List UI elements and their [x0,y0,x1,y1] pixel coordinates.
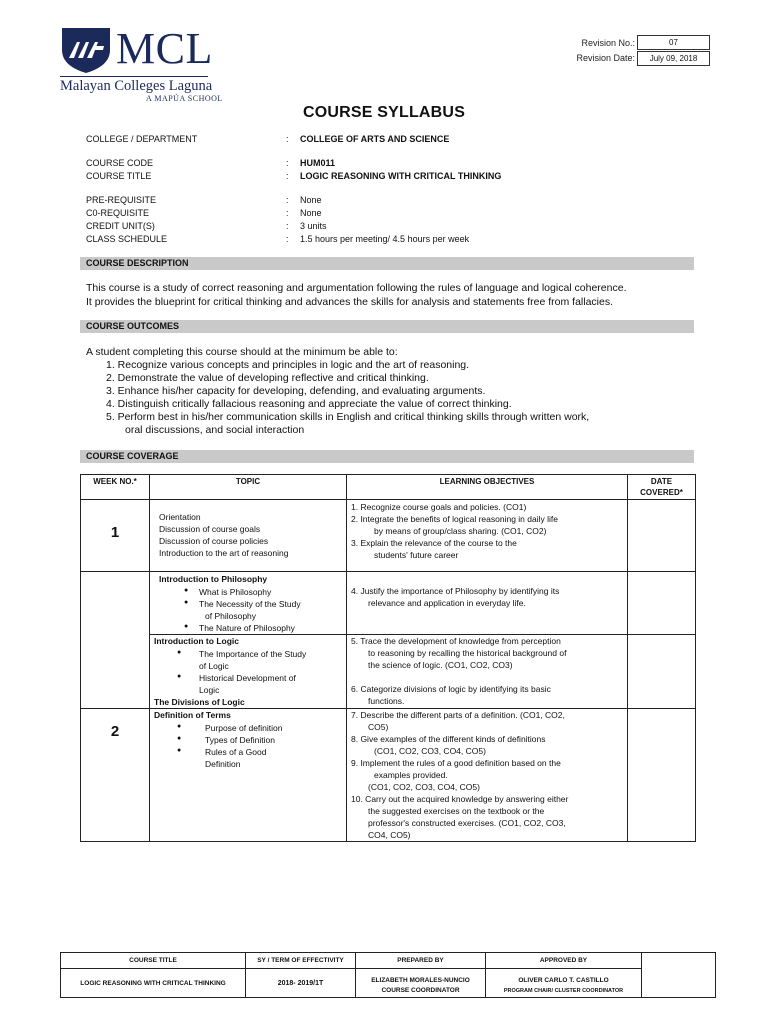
topic-heading: Definition of Terms [154,710,231,720]
outcomes-intro: A student completing this course should at the minimum be able to: [86,346,398,358]
topic-item: Orientation [159,512,201,522]
objective-line: 5. Trace the development of knowledge from perception [351,636,561,646]
week-number: 2 [110,723,120,740]
outcome-item: 4. Distinguish critically fallacious reasoning and appreciate the value of correct thinking. [106,398,512,410]
info-label-credit-units: CREDIT UNIT(S) [86,221,155,231]
topic-heading: The Divisions of Logic [154,697,245,707]
topic-item: What is Philosophy [199,587,272,597]
info-label-college: COLLEGE / DEPARTMENT [86,134,198,144]
week-number: 1 [110,524,120,541]
logo-wordmark: MCL [116,24,213,73]
bullet-icon: ● [177,735,182,742]
info-value-credit-units: 3 units [300,221,327,231]
objective-line: CO5) [368,722,389,732]
topic-item: Rules of a Good [205,747,267,757]
school-name: Malayan Colleges Laguna [60,78,213,94]
bullet-icon: ● [177,649,182,656]
topic-item: Introduction to the art of reasoning [159,548,289,558]
objective-line: examples provided. [374,770,448,780]
info-label-prerequisite: PRE-REQUISITE [86,195,157,205]
bullet-icon: ● [177,723,182,730]
info-value-course-title: LOGIC REASONING WITH CRITICAL THINKING [300,171,502,181]
outcome-item: 1. Recognize various concepts and principles in logic and the art of reasoning. [106,359,470,371]
objective-line: functions. [368,696,405,706]
section-heading-outcomes: COURSE OUTCOMES [80,320,694,333]
info-colon: : [286,158,289,168]
footer-course-title: LOGIC REASONING WITH CRITICAL THINKING [80,980,226,987]
objective-line: relevance and application in everyday life. [368,598,526,608]
objective-line: (CO1, CO2, CO3, CO4, CO5) [374,746,486,756]
table-column-divider [346,475,347,841]
header-date-covered: COVERED* [640,488,683,497]
footer-approval-table [60,952,716,998]
topic-item: Logic [199,685,220,695]
topic-item: of Philosophy [205,611,257,621]
objective-line: the science of logic. (CO1, CO2, CO3) [368,660,513,670]
school-logo [60,24,223,103]
course-coverage-table [80,474,696,842]
topic-item: The Necessity of the Study [199,599,301,609]
footer-header-course-title: COURSE TITLE [129,957,177,964]
info-colon: : [286,208,289,218]
objective-line: 8. Give examples of the different kinds of definitions [351,734,546,744]
objective-line: 4. Justify the importance of Philosophy by identifying its [351,586,560,596]
header-topic: TOPIC [235,477,261,486]
outcome-item: oral discussions, and social interaction [125,424,305,436]
objective-line: CO4, CO5) [368,830,411,840]
info-value-course-code: HUM011 [300,158,336,168]
footer-prepared-role: COURSE COORDINATOR [381,987,460,994]
info-colon: : [286,171,289,181]
table-row-divider [81,499,695,500]
topic-item: Types of Definition [205,735,275,745]
footer-prepared-name: ELIZABETH MORALES-NUNCIO [371,977,470,984]
outcome-item: 5. Perform best in his/her communication skills in English and critical thinking skills through written work, [106,411,590,423]
topic-heading: Introduction to Philosophy [159,574,268,584]
info-value-corequisite: None [300,208,322,218]
footer-approved-name: OLIVER CARLO T. CASTILLO [518,977,609,984]
footer-approved-role: PROGRAM CHAIR/ CLUSTER COORDINATOR [503,988,624,994]
objective-line: 6. Categorize divisions of logic by identifying its basic [351,684,551,694]
table-row-divider [61,968,641,969]
header-date: DATE [650,477,673,486]
bullet-icon: ● [177,673,182,680]
objective-line: 7. Describe the different parts of a definition. (CO1, CO2, [351,710,565,720]
topic-item: Discussion of course goals [159,524,261,534]
description-line: It provides the blueprint for critical thinking and advances the skills for analysis and statements free from fallacies. [86,296,614,308]
bullet-icon: ● [184,623,189,630]
objective-line: professor's constructed exercises. (CO1, CO2, CO3, [368,818,566,828]
info-value-class-schedule: 1.5 hours per meeting/ 4.5 hours per week [300,234,470,244]
objective-line: by means of group/class sharing. (CO1, CO2) [374,526,547,536]
table-row-divider [81,571,695,572]
objective-line: (CO1, CO2, CO3, CO4, CO5) [368,782,480,792]
logo-divider [60,76,208,77]
table-column-divider [627,475,628,841]
info-label-class-schedule: CLASS SCHEDULE [86,234,168,244]
objective-line: students' future career [374,550,459,560]
info-label-corequisite: C0-REQUISITE [86,208,150,218]
info-colon: : [286,221,289,231]
info-label-course-code: COURSE CODE [86,158,154,168]
objective-line: 9. Implement the rules of a good definition based on the [351,758,561,768]
objective-line: 3. Explain the relevance of the course to the [351,538,517,548]
revision-no-value: 07 [637,35,710,50]
shield-icon [60,26,112,74]
bullet-icon: ● [177,747,182,754]
info-colon: : [286,134,289,144]
revision-date-value: July 09, 2018 [637,51,710,66]
objective-line: to reasoning by recalling the historical background of [368,648,567,658]
info-value-college: COLLEGE OF ARTS AND SCIENCE [300,134,450,144]
table-column-divider [149,475,150,841]
topic-item: of Logic [199,661,229,671]
topic-item: Discussion of course policies [159,536,269,546]
header-week: WEEK NO.* [93,477,137,486]
outcome-item: 2. Demonstrate the value of developing reflective and critical thinking. [106,372,429,384]
description-line: This course is a study of correct reasoning and argumentation following the rules of language and logical coherence. [86,282,627,294]
revision-date-label: Revision Date: [576,53,635,63]
topic-item: Historical Development of [199,673,296,683]
outcome-item: 3. Enhance his/her capacity for developing, defending, and evaluating arguments. [106,385,486,397]
info-colon: : [286,195,289,205]
info-label-course-title: COURSE TITLE [86,171,152,181]
info-colon: : [286,234,289,244]
objective-line: 10. Carry out the acquired knowledge by answering either [351,794,569,804]
revision-no-label: Revision No.: [581,38,635,48]
topic-item: The Importance of the Study [199,649,307,659]
document-title: COURSE SYLLABUS [302,104,466,121]
section-heading-coverage: COURSE COVERAGE [80,450,694,463]
topic-heading: Introduction to Logic [154,636,239,646]
footer-header-approved: APPROVED BY [539,957,588,964]
bullet-icon: ● [184,599,189,606]
footer-header-sy: SY / TERM OF EFFECTIVITY [257,957,344,964]
footer-header-prepared: PREPARED BY [397,957,444,964]
info-value-prerequisite: None [300,195,322,205]
objective-line: the suggested exercises on the textbook or the [368,806,545,816]
section-heading-description: COURSE DESCRIPTION [80,257,694,270]
topic-item: Definition [205,759,241,769]
topic-item: The Nature of Philosophy [199,623,295,633]
bullet-icon: ● [184,587,189,594]
objective-line: 2. Integrate the benefits of logical reasoning in daily life [351,514,558,524]
topic-item: Purpose of definition [205,723,283,733]
header-objectives: LEARNING OBJECTIVES [439,477,535,486]
footer-sy: 2018- 2019/1T [277,980,324,987]
table-column-divider [641,953,642,997]
objective-line: 1. Recognize course goals and policies. (CO1) [351,502,527,512]
school-subtitle: A MAPÚA SCHOOL [146,94,223,103]
